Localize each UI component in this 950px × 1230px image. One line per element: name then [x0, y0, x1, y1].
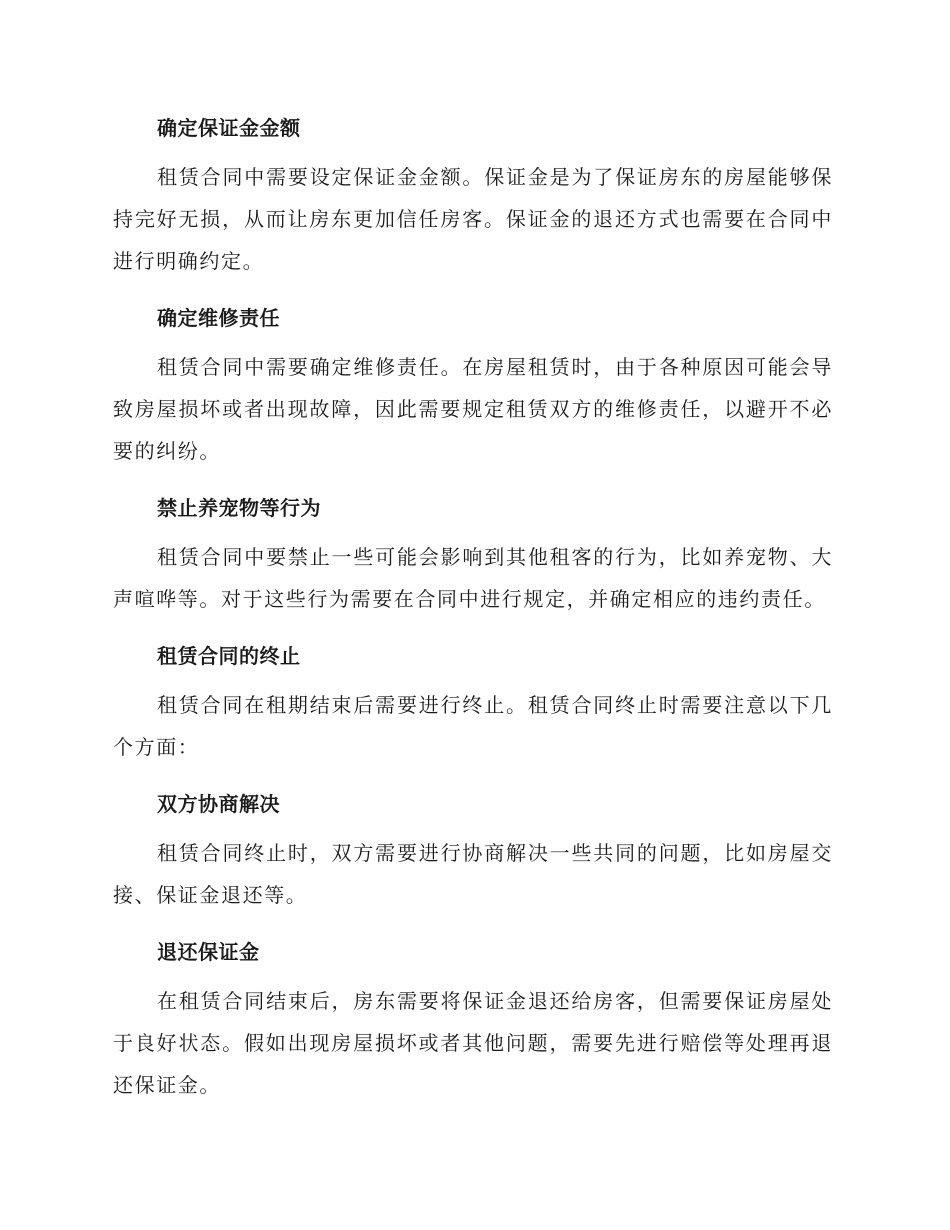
section-body-maintenance: 租赁合同中需要确定维修责任。在房屋租赁时，由于各种原因可能会导致房屋损坏或者出现故障，因此需要规定租赁双方的维修责任，以避开不必要的纠纷。 [113, 355, 833, 463]
section-heading-maintenance: 确定维修责任 [157, 306, 280, 330]
section-heading-pet-ban: 禁止养宠物等行为 [157, 496, 321, 520]
document-content [113, 108, 833, 1122]
section-heading-termination: 租赁合同的终止 [157, 644, 301, 668]
section-heading-deposit-refund: 退还保证金 [157, 940, 260, 964]
section-body-negotiation: 租赁合同终止时，双方需要进行协商解决一些共同的问题，比如房屋交接、保证金退还等。 [113, 841, 833, 907]
section-body-termination: 租赁合同在租期结束后需要进行终止。租赁合同终止时需要注意以下几个方面： [113, 693, 833, 759]
section-body-pet-ban: 租赁合同中要禁止一些可能会影响到其他租客的行为，比如养宠物、大声喧哗等。对于这些行为需要在合同中进行规定，并确定相应的违约责任。 [113, 545, 833, 611]
section-body-deposit-refund: 在租赁合同结束后，房东需要将保证金退还给房客，但需要保证房屋处于良好状态。假如出现房屋损坏或者其他问题，需要先进行赔偿等处理再退还保证金。 [113, 989, 833, 1097]
section-heading-deposit-amount: 确定保证金金额 [157, 116, 301, 140]
section-body-deposit-amount: 租赁合同中需要设定保证金金额。保证金是为了保证房东的房屋能够保持完好无损，从而让房东更加信任房客。保证金的退还方式也需要在合同中进行明确约定。 [113, 165, 833, 273]
section-heading-negotiation: 双方协商解决 [157, 792, 280, 816]
